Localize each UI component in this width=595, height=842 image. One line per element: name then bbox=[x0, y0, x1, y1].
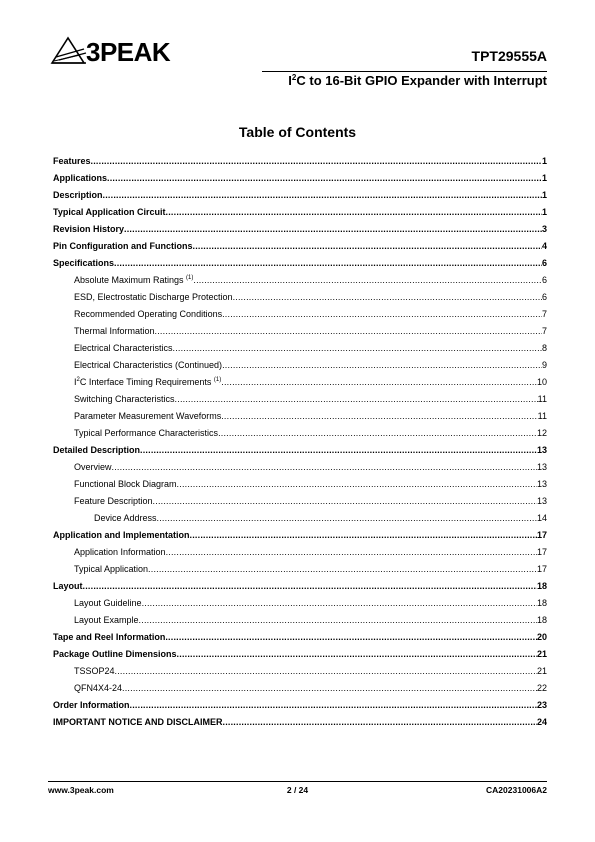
footer-website-link[interactable]: www.3peak.com bbox=[48, 785, 114, 795]
toc-entry-text: Pin Configuration and Functions bbox=[53, 241, 193, 251]
toc-entry-superscript: (1) bbox=[186, 275, 194, 281]
toc-leader-dots bbox=[107, 170, 542, 187]
toc-leader-dots bbox=[140, 442, 537, 459]
toc-entry-title bbox=[53, 255, 114, 272]
footer-document-code: CA20231006A2 bbox=[486, 785, 547, 795]
toc-entry-title bbox=[94, 510, 157, 527]
toc-entry-page: 13 bbox=[536, 496, 547, 506]
toc-entry-title bbox=[53, 221, 124, 238]
toc-entry-page: 3 bbox=[541, 224, 547, 234]
toc-entry-title bbox=[74, 595, 142, 612]
toc-entry-title bbox=[74, 680, 122, 697]
document-subtitle bbox=[288, 73, 547, 89]
toc-entry-title bbox=[53, 527, 190, 544]
toc-entry-page: 7 bbox=[541, 326, 547, 336]
toc-entry-page: 13 bbox=[536, 479, 547, 489]
toc-entry[interactable] bbox=[53, 221, 547, 238]
toc-leader-dots bbox=[223, 714, 537, 731]
toc-entry-page: 1 bbox=[541, 156, 547, 166]
toc-entry-text: Specifications bbox=[53, 258, 115, 268]
toc-leader-dots bbox=[83, 578, 537, 595]
toc-entry-title bbox=[53, 170, 107, 187]
toc-entry[interactable] bbox=[53, 646, 547, 663]
toc-entry[interactable] bbox=[53, 612, 547, 629]
toc-leader-dots bbox=[193, 238, 542, 255]
toc-leader-dots bbox=[165, 629, 537, 646]
toc-entry-page: 18 bbox=[536, 581, 547, 591]
toc-entry-page: 17 bbox=[536, 530, 547, 540]
toc-entry-text: Layout Guideline bbox=[74, 598, 142, 608]
toc-entry-page: 6 bbox=[541, 275, 547, 285]
toc-entry-page: 21 bbox=[536, 649, 547, 659]
toc-entry[interactable] bbox=[53, 238, 547, 255]
toc-entry-text: Switching Characteristics bbox=[74, 394, 175, 404]
toc-entry-text: I bbox=[74, 377, 77, 387]
toc-entry-text: TSSOP24 bbox=[74, 666, 115, 676]
toc-entry-title bbox=[74, 663, 115, 680]
toc-entry-page: 23 bbox=[536, 700, 547, 710]
toc-entry-page: 14 bbox=[536, 513, 547, 523]
toc-entry[interactable] bbox=[53, 595, 547, 612]
logo-text: 3PEAK bbox=[86, 37, 171, 67]
header-rule bbox=[262, 71, 547, 72]
toc-entry[interactable] bbox=[53, 493, 547, 510]
toc-entry[interactable] bbox=[53, 357, 547, 374]
toc-leader-dots bbox=[177, 476, 537, 493]
toc-leader-dots bbox=[148, 561, 537, 578]
toc-entry-page: 21 bbox=[536, 666, 547, 676]
toc-entry-text: Device Address bbox=[94, 513, 157, 523]
toc-entry-text: Application and Implementation bbox=[53, 530, 190, 540]
toc-entry[interactable] bbox=[53, 187, 547, 204]
toc-entry-title bbox=[74, 459, 112, 476]
toc-entry[interactable] bbox=[53, 527, 547, 544]
toc-entry-page: 10 bbox=[536, 377, 547, 387]
toc-entry-page: 4 bbox=[541, 241, 547, 251]
toc-leader-dots bbox=[115, 663, 537, 680]
toc-entry-text: Absolute Maximum Ratings bbox=[74, 275, 187, 285]
toc-leader-dots bbox=[175, 391, 538, 408]
toc-entry[interactable] bbox=[53, 408, 547, 425]
toc-entry-text: Application Information bbox=[74, 547, 166, 557]
toc-entry-title bbox=[53, 238, 193, 255]
toc-entry[interactable] bbox=[53, 459, 547, 476]
toc-entry-superscript: (1) bbox=[213, 377, 222, 383]
toc-entry[interactable] bbox=[53, 680, 547, 697]
toc-entry-page: 22 bbox=[536, 683, 547, 693]
toc-entry-page: 11 bbox=[537, 394, 547, 404]
toc-entry-text: Typical Application bbox=[74, 564, 149, 574]
toc-entry-title bbox=[53, 187, 103, 204]
toc-entry-text: Order Information bbox=[53, 700, 130, 710]
toc-entry[interactable] bbox=[53, 306, 547, 323]
toc-entry-page: 1 bbox=[541, 207, 547, 217]
toc-entry-page: 18 bbox=[536, 598, 547, 608]
toc-entry-page: 9 bbox=[541, 360, 547, 370]
toc-leader-dots bbox=[177, 646, 537, 663]
toc-entry-text-continued: C Interface Timing Requirements bbox=[79, 377, 214, 387]
toc-leader-dots bbox=[122, 680, 537, 697]
toc-leader-dots bbox=[153, 493, 537, 510]
toc-entry-title bbox=[74, 476, 177, 493]
toc-entry-title bbox=[53, 714, 223, 731]
toc-entry-title bbox=[74, 272, 193, 289]
toc-entry-text: Revision History bbox=[53, 224, 125, 234]
toc-leader-dots bbox=[103, 187, 542, 204]
toc-leader-dots bbox=[166, 204, 542, 221]
toc-leader-dots bbox=[222, 306, 542, 323]
toc-entry-text: ESD, Electrostatic Discharge Protection bbox=[74, 292, 233, 302]
toc-entry-text: Electrical Characteristics bbox=[74, 343, 173, 353]
toc-leader-dots bbox=[112, 459, 537, 476]
toc-entry-page: 18 bbox=[536, 615, 547, 625]
toc-entry-text: Detailed Description bbox=[53, 445, 141, 455]
toc-entry[interactable] bbox=[53, 340, 547, 357]
toc-leader-dots bbox=[218, 425, 537, 442]
toc-entry[interactable] bbox=[53, 561, 547, 578]
part-number: TPT29555A bbox=[471, 48, 547, 64]
toc-entry-superscript: 2 bbox=[76, 377, 80, 383]
toc-leader-dots bbox=[190, 527, 537, 544]
toc-entry[interactable] bbox=[53, 391, 547, 408]
toc-entry-text: QFN4X4-24 bbox=[74, 683, 123, 693]
toc-leader-dots bbox=[155, 323, 542, 340]
toc-leader-dots bbox=[114, 255, 542, 272]
toc-entry-title bbox=[74, 323, 155, 340]
toc-entry-text: Description bbox=[53, 190, 103, 200]
toc-entry-page: 24 bbox=[536, 717, 547, 727]
toc-entry[interactable] bbox=[53, 153, 547, 170]
toc-entry-title bbox=[74, 425, 218, 442]
toc-entry-text: Tape and Reel Information bbox=[53, 632, 166, 642]
footer-page-number: 2 / 24 bbox=[286, 785, 309, 795]
toc-entry-page: 13 bbox=[536, 462, 547, 472]
toc-entry-page: 20 bbox=[536, 632, 547, 642]
toc-entry-text: Parameter Measurement Waveforms bbox=[74, 411, 222, 421]
toc-entry[interactable] bbox=[53, 425, 547, 442]
toc-entry-text: Typical Performance Characteristics bbox=[74, 428, 219, 438]
toc-entry[interactable] bbox=[53, 510, 547, 527]
toc-entry[interactable] bbox=[53, 629, 547, 646]
toc-leader-dots bbox=[139, 612, 537, 629]
toc-entry-text: Applications bbox=[53, 173, 108, 183]
toc-entry[interactable] bbox=[53, 578, 547, 595]
toc-entry-text: Layout bbox=[53, 581, 83, 591]
toc-entry[interactable] bbox=[53, 442, 547, 459]
toc-entry-page: 1 bbox=[541, 190, 547, 200]
toc-entry-text: Overview bbox=[74, 462, 112, 472]
toc-entry-title bbox=[74, 306, 222, 323]
toc-entry-text: Package Outline Dimensions bbox=[53, 649, 177, 659]
toc-entry-page: 17 bbox=[536, 547, 547, 557]
toc-entry[interactable] bbox=[53, 323, 547, 340]
toc-entry-title bbox=[74, 561, 148, 578]
toc-leader-dots bbox=[130, 697, 537, 714]
toc-entry[interactable] bbox=[53, 714, 547, 731]
toc-entry-title bbox=[74, 493, 153, 510]
toc-leader-dots bbox=[124, 221, 542, 238]
toc-entry-title bbox=[53, 697, 130, 714]
table-of-contents bbox=[53, 153, 547, 731]
toc-entry-title bbox=[74, 357, 222, 374]
toc-entry[interactable] bbox=[53, 272, 547, 289]
toc-entry-text: Typical Application Circuit bbox=[53, 207, 166, 217]
toc-entry-text: Features bbox=[53, 156, 91, 166]
toc-entry[interactable] bbox=[53, 289, 547, 306]
toc-entry[interactable] bbox=[53, 374, 547, 391]
toc-entry-title bbox=[53, 153, 91, 170]
toc-leader-dots bbox=[173, 340, 542, 357]
toc-entry-text: Functional Block Diagram bbox=[74, 479, 177, 489]
toc-entry-page: 1 bbox=[541, 173, 547, 183]
toc-entry-title bbox=[53, 646, 177, 663]
toc-entry-text: Layout Example bbox=[74, 615, 139, 625]
toc-entry[interactable] bbox=[53, 204, 547, 221]
toc-entry-title bbox=[74, 544, 166, 561]
toc-leader-dots bbox=[91, 153, 542, 170]
toc-entry-page: 12 bbox=[536, 428, 547, 438]
toc-entry-title bbox=[74, 408, 221, 425]
toc-leader-dots bbox=[157, 510, 537, 527]
toc-leader-dots bbox=[193, 272, 542, 289]
toc-entry[interactable] bbox=[53, 697, 547, 714]
toc-entry-text: Thermal Information bbox=[74, 326, 155, 336]
toc-entry-page: 13 bbox=[536, 445, 547, 455]
toc-entry-page: 6 bbox=[541, 292, 547, 302]
footer-rule bbox=[48, 781, 547, 782]
toc-title: Table of Contents bbox=[238, 124, 357, 140]
subtitle-rest: C to 16-Bit GPIO Expander with Interrupt bbox=[296, 73, 547, 88]
toc-entry-title bbox=[74, 374, 221, 391]
toc-entry-title bbox=[74, 289, 233, 306]
toc-entry-title bbox=[53, 442, 140, 459]
toc-entry-text: IMPORTANT NOTICE AND DISCLAIMER bbox=[53, 717, 223, 727]
toc-entry-page: 6 bbox=[541, 258, 547, 268]
toc-leader-dots bbox=[221, 374, 537, 391]
toc-entry-page: 11 bbox=[537, 411, 547, 421]
toc-entry-text: Feature Description bbox=[74, 496, 153, 506]
toc-entry[interactable] bbox=[53, 544, 547, 561]
toc-leader-dots bbox=[221, 408, 537, 425]
toc-entry[interactable] bbox=[53, 170, 547, 187]
toc-leader-dots bbox=[142, 595, 537, 612]
toc-entry-title bbox=[74, 391, 175, 408]
toc-entry-title bbox=[74, 340, 173, 357]
toc-entry-page: 7 bbox=[541, 309, 547, 319]
toc-entry-title bbox=[74, 612, 139, 629]
toc-entry-title bbox=[53, 204, 166, 221]
toc-entry-title bbox=[53, 629, 165, 646]
toc-entry-page: 17 bbox=[536, 564, 547, 574]
toc-entry-text: Electrical Characteristics (Continued) bbox=[74, 360, 223, 370]
toc-leader-dots bbox=[233, 289, 542, 306]
toc-entry-page: 8 bbox=[541, 343, 547, 353]
toc-entry-text: Recommended Operating Conditions bbox=[74, 309, 223, 319]
toc-entry[interactable] bbox=[53, 663, 547, 680]
toc-leader-dots bbox=[222, 357, 542, 374]
toc-entry[interactable] bbox=[53, 255, 547, 272]
toc-entry[interactable] bbox=[53, 476, 547, 493]
toc-leader-dots bbox=[166, 544, 537, 561]
toc-entry-title bbox=[53, 578, 83, 595]
subtitle-superscript: 2 bbox=[291, 73, 297, 82]
subtitle-prefix: I bbox=[288, 73, 292, 88]
